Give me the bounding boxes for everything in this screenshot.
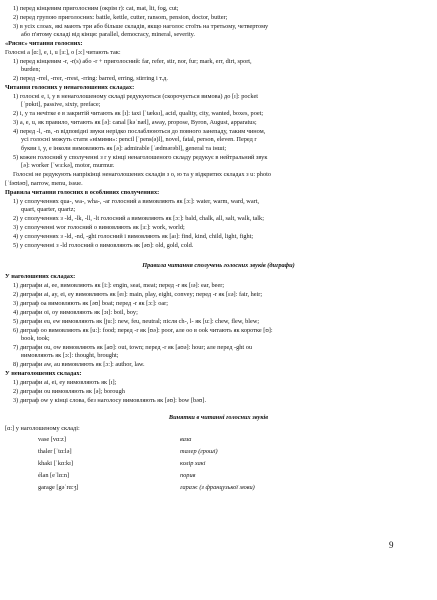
text-line: 1) у сполученнях qua-, wa-, wha-, -ar голосний a вимовляють як [ɔ:]: water, warm, ward, wart, <box>13 198 260 205</box>
exception-translation: колір хакі <box>180 460 206 467</box>
section-title: Правила читання сполучень голосних звуків (диграфи) <box>142 262 295 269</box>
section-heading: Правила читання голосних в особливих сполученнях: <box>5 189 160 196</box>
text-line: book, took; <box>21 335 50 342</box>
exception-word: vase [vɑ:z] <box>38 436 66 443</box>
text-line: 1) голосні e, i, y в ненаголошеному складі редукуються (скорочується вимова) до [ɪ]: pocket <box>13 93 259 100</box>
text-line: 4) диграфи oi, oy вимовляють як [ɔɪ]: boil, boy; <box>13 309 138 316</box>
text-line: 2) i, y та нечітке e в закритій читають як [ɪ]: taxi [ˈtæksɪ], acid, quality, city, wanted, boxes, poet; <box>13 110 264 117</box>
text-line: 1) перед кінцевим -r, -r(s) або -r + приголосний: far, refer, stir, nor, fur; mark, err, dirt, sport, <box>13 58 252 65</box>
exception-word: élan [eˈlɑ:n] <box>38 472 70 479</box>
text-line: 4) перед -l, -m, -n відповідні звуки нерідко послаблюються до повного занепаду, таким чином, <box>13 128 266 135</box>
text-line: або п'ятому складі від кінця: parallel, democracy, mineral, severity. <box>21 31 195 38</box>
page-number: 9 <box>389 540 394 550</box>
exception-translation: талер (гроші) <box>180 448 218 455</box>
text-line: 8) диграфи aw, au вимовляють як [ɔ:]: author, law. <box>13 361 145 368</box>
text-line: 1) диграфи ai, ee, вимовляють як [i:]: engin, seat, meat; перед -r як [ɪə]: ear, beer; <box>13 282 225 289</box>
text-line: 5) кожен голосний у сполученні з r у кінці ненаголошеного складу редукує в нейтральний звук <box>13 154 268 161</box>
section-heading: У наголошених складах: <box>5 273 76 280</box>
text-line: 2) у сполученнях з -ld, -lk, -ll, -lt голосний a вимовляють як [ɔ:]: bald, chalk, all, salt, walk, talk; <box>13 215 264 222</box>
exception-word: garage [gəˈrɑ:ʒ] <box>38 484 79 491</box>
text-line: 2) перед -rrel, -rrer, -rrest, -rring: barred, erring, stirring і т.д. <box>13 75 168 82</box>
text-line: букви i, y, e інколи вимовляють як [ə]: admirable [ˈædmərəbl], general та інші; <box>21 145 227 152</box>
section-heading: «Ряснс» читання голосних: <box>5 40 83 47</box>
text-line: 3) диграф ow у кінці слова, без наголосу вимовляють як [əʊ]: bow [bəʊ]. <box>13 397 207 404</box>
text-line: 5) диграфи eu, ew вимовляють як [ju:]: new, feu, neutral; після ch-, l- як [u:]: chew, flew, blew; <box>13 318 260 325</box>
text-line: 1) перед кінцевим приголосним (окрім r): cat, mat, lit, fog, cut; <box>13 5 179 12</box>
exception-word: thaler [ˈtɑ:lə] <box>38 448 72 455</box>
exception-translation: ваза <box>180 436 192 443</box>
text-line: 3) в усіх слоах, які мають три або більше складів, якщо наголос стоїть на третьому, четвертому <box>13 23 269 30</box>
text-line: усі голосні можуть стати «німими»: pencil [ˈpens(ə)l], novel, fatal, person, eleven. Перед r <box>21 136 257 143</box>
exception-word: khaki [ˈkɑ:kɪ] <box>38 460 73 467</box>
exception-translation: гараж (з французької мови) <box>180 484 255 491</box>
text-line: 1) диграфи ai, ei, ey вимовляють як [ɪ]; <box>13 379 117 386</box>
text-line: [ɑ:] у наголошеному складі: <box>5 425 80 432</box>
section-heading: Читання голосних у ненаголошених складах: <box>5 84 135 91</box>
text-line: Голосні не редукують напрікінці ненаголошених складів з o, ю та у відкритих складах з u: photo <box>13 171 272 178</box>
text-line: 2) перед групою приголосних: battle, kettle, cutter, ransom, pension, doctor, butter; <box>13 14 228 21</box>
text-line: 3) у сполученні wor голосний o вимовляють як [ɜ:]: work, world; <box>13 224 185 231</box>
text-line: [ˈfəʊtəʊ], narrow, menu, issue. <box>5 180 83 187</box>
text-line: burden; <box>21 66 41 73</box>
text-line: 6) диграф oo вимовляють як [u:]: food; перед -r як [ʊə]: poor, але oo в ook читають як коротке [ʊ]: <box>13 327 273 334</box>
text-line: вимовляють як [ɔ:]: thought, brought; <box>21 352 119 359</box>
text-line: 3) a, e, u, як правило, читають як [ə]: canal [kəˈnæl], away, propose, Byron, August, apparatus; <box>13 119 257 126</box>
section-title: Винятки в читанні голосних звуків <box>168 414 269 421</box>
text-line: 7) диграфи ou, ow вимовляють як [aʊ]: out, town; перед -r як [aʊə]: hour; але перед -ght ou <box>13 344 253 351</box>
exception-translation: порив <box>180 472 196 479</box>
text-line: 2) диграфи ou вимовляють як [ə]; borough <box>13 388 125 395</box>
text-line: Голосні a [ɑ:], e, i, u [ɜ:], o [ɔ:] читають так: <box>5 49 121 56</box>
text-line: 3) диграф oa вимовляють як [əʊ] boat; перед -r як [ɔ:]: oar; <box>13 300 168 307</box>
section-heading: У ненаголошених складах: <box>5 370 82 377</box>
text-line: [ˈpɒkɪt], passive, sixty, preface; <box>21 101 101 108</box>
text-line: 2) диграфи ai, ay, ei, ey вимовляють як [eɪ]: main, play, eight, convey; перед -r як [ɛə]: fair, heir; <box>13 291 263 298</box>
text-line: 4) у сполученнях з -ld, -nd, -ght голосний i вимовляють як [aɪ]: find, kind, child, light, fight; <box>13 233 254 240</box>
text-line: 5) у сполученні з -ld голосний o вимовляють як [əʊ]: old, gold, cold. <box>13 242 194 249</box>
text-line: [ə]: worker [ˈwɜ:kə], motor, murmur. <box>21 162 115 169</box>
text-line: quart, quarter, quartz; <box>21 206 76 213</box>
